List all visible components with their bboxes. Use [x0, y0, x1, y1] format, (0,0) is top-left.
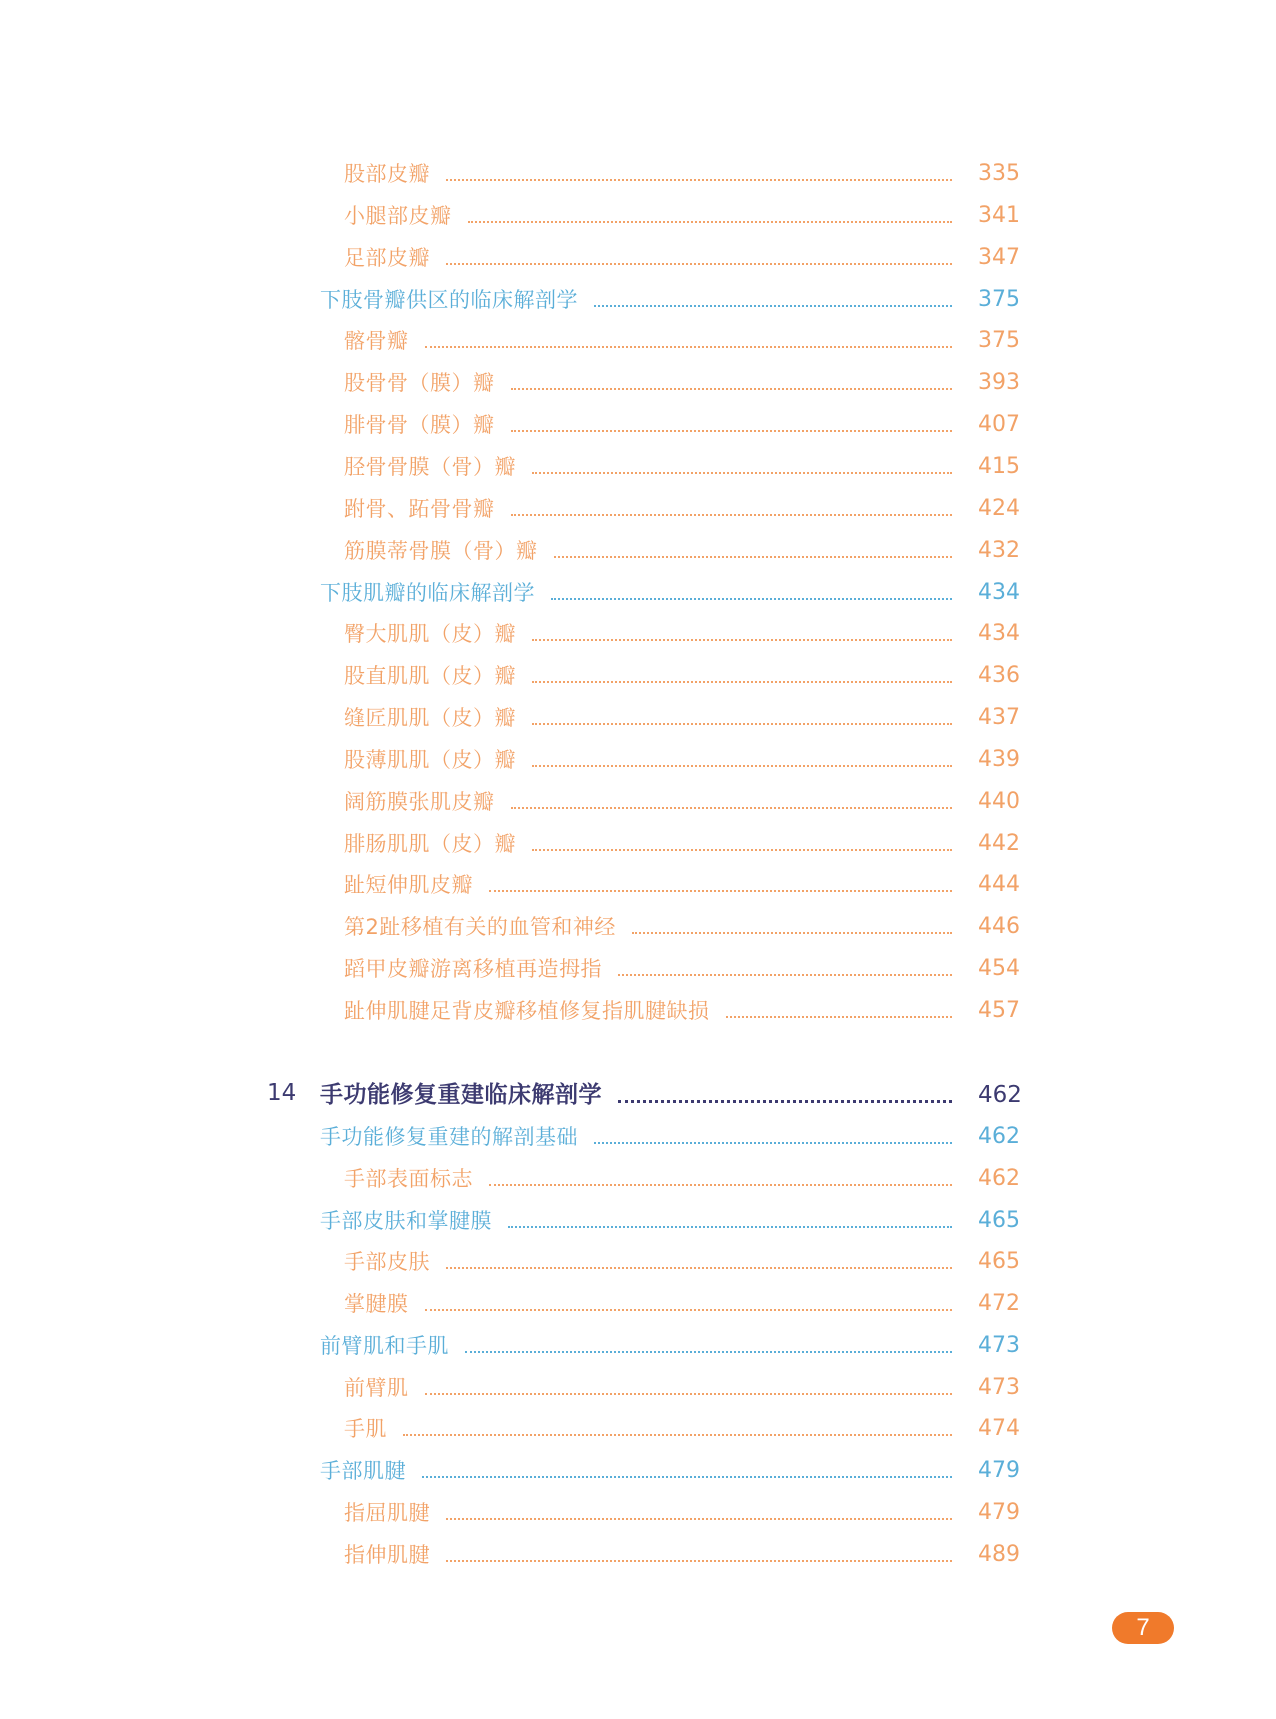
toc-entry-page: 473 — [978, 1375, 1020, 1400]
toc-entry-page: 465 — [978, 1208, 1020, 1233]
toc-entry-title: 趾短伸肌皮瓣 — [344, 873, 473, 897]
toc-entry-page: 440 — [978, 789, 1020, 814]
toc-entry[interactable] — [0, 197, 1276, 237]
chapter-number: 14 — [267, 1080, 297, 1106]
toc-entry[interactable] — [0, 615, 1276, 655]
toc-entry-title: 股骨骨（膜）瓣 — [344, 371, 495, 395]
toc-entry-title: 手肌 — [344, 1417, 387, 1441]
toc-entry-page: 434 — [978, 621, 1020, 646]
toc-entry-page: 474 — [978, 1416, 1020, 1441]
toc-entry-page: 472 — [978, 1291, 1020, 1316]
dot-leader — [511, 388, 952, 390]
toc-entry[interactable] — [0, 1410, 1276, 1450]
dot-leader — [508, 1226, 952, 1228]
toc-entry-page: 347 — [978, 245, 1020, 270]
toc-entry[interactable] — [0, 908, 1276, 948]
dot-leader — [425, 1309, 952, 1311]
dot-leader — [446, 1267, 952, 1269]
toc-entry[interactable] — [0, 1202, 1276, 1242]
dot-leader — [532, 681, 952, 683]
toc-entry-title: 阔筋膜张肌皮瓣 — [344, 790, 495, 814]
toc-entry-page: 489 — [978, 1542, 1020, 1567]
toc-entry[interactable] — [0, 992, 1276, 1032]
toc-entry-title: 髂骨瓣 — [344, 329, 409, 353]
toc-entry-page: 436 — [978, 663, 1020, 688]
dot-leader — [554, 556, 952, 558]
toc-entry[interactable] — [0, 490, 1276, 530]
toc-entry-title: 臀大肌肌（皮）瓣 — [344, 622, 516, 646]
dot-leader — [511, 807, 952, 809]
toc-entry-title: 下肢肌瓣的临床解剖学 — [320, 581, 535, 605]
toc-entry-title: 手功能修复重建的解剖基础 — [320, 1125, 578, 1149]
toc-entry[interactable] — [0, 1118, 1276, 1158]
dot-leader — [489, 890, 952, 892]
toc-entry-page: 375 — [978, 328, 1020, 353]
toc-entry-page: 424 — [978, 496, 1020, 521]
toc-entry[interactable] — [0, 1494, 1276, 1534]
dot-leader — [468, 221, 952, 223]
toc-entry-title: 前臂肌 — [344, 1376, 409, 1400]
toc-entry-title: 手部皮肤和掌腱膜 — [320, 1209, 492, 1233]
dot-leader — [446, 1560, 952, 1562]
toc-entry-title: 第2趾移植有关的血管和神经 — [344, 915, 616, 939]
dot-leader — [726, 1016, 952, 1018]
toc-entry-title: 股部皮瓣 — [344, 162, 430, 186]
toc-entry[interactable] — [0, 281, 1276, 321]
toc-entry-title: 跗骨、跖骨骨瓣 — [344, 497, 495, 521]
toc-entry-title: 蹈甲皮瓣游离移植再造拇指 — [344, 957, 602, 981]
toc-entry-title: 腓肠肌肌（皮）瓣 — [344, 832, 516, 856]
toc-entry-title: 手部皮肤 — [344, 1250, 430, 1274]
toc-entry[interactable] — [0, 1536, 1276, 1576]
toc-entry-title: 股直肌肌（皮）瓣 — [344, 664, 516, 688]
dot-leader — [532, 849, 952, 851]
dot-leader — [446, 1518, 952, 1520]
page-number-badge: 7 — [1112, 1612, 1174, 1644]
toc-entry[interactable] — [0, 239, 1276, 279]
dot-leader — [465, 1351, 952, 1353]
dot-leader — [532, 639, 952, 641]
toc-entry[interactable] — [0, 783, 1276, 823]
toc-entry[interactable] — [0, 825, 1276, 865]
toc-entry[interactable] — [0, 950, 1276, 990]
dot-leader — [511, 514, 952, 516]
dot-leader — [632, 932, 952, 934]
toc-entry-title: 趾伸肌腱足背皮瓣移植修复指肌腱缺损 — [344, 999, 710, 1023]
toc-entry-page: 434 — [978, 580, 1020, 605]
toc-entry-page: 407 — [978, 412, 1020, 437]
toc-entry-page: 462 — [978, 1124, 1020, 1149]
toc-entry-title: 足部皮瓣 — [344, 246, 430, 270]
dot-leader — [489, 1184, 952, 1186]
toc-entry[interactable] — [0, 741, 1276, 781]
toc-entry-title: 手部肌腱 — [320, 1459, 406, 1483]
toc-entry-title: 指屈肌腱 — [344, 1501, 430, 1525]
toc-entry-page: 437 — [978, 705, 1020, 730]
toc-entry-page: 393 — [978, 370, 1020, 395]
toc-entry[interactable] — [0, 1076, 1276, 1116]
toc-entry[interactable] — [0, 155, 1276, 195]
dot-leader — [446, 263, 952, 265]
toc-entry-page: 446 — [978, 914, 1020, 939]
toc-entry-page: 444 — [978, 872, 1020, 897]
dot-leader — [532, 472, 952, 474]
toc-entry[interactable] — [0, 322, 1276, 362]
toc-entry-page: 335 — [978, 161, 1020, 186]
toc-entry-title: 前臂肌和手肌 — [320, 1334, 449, 1358]
toc-entry[interactable] — [0, 1369, 1276, 1409]
toc-entry[interactable] — [0, 1452, 1276, 1492]
toc-entry[interactable] — [0, 574, 1276, 614]
toc-entry-page: 341 — [978, 203, 1020, 228]
toc-entry-page: 473 — [978, 1333, 1020, 1358]
dot-leader — [422, 1476, 952, 1478]
dot-leader — [403, 1434, 952, 1436]
toc-entry[interactable] — [0, 1160, 1276, 1200]
toc-entry-title: 掌腱膜 — [344, 1292, 409, 1316]
toc-entry-page: 439 — [978, 747, 1020, 772]
toc-entry-page: 375 — [978, 287, 1020, 312]
toc-entry[interactable] — [0, 448, 1276, 488]
dot-leader — [425, 346, 952, 348]
toc-entry-page: 457 — [978, 998, 1020, 1023]
toc-entry-title: 手部表面标志 — [344, 1167, 473, 1191]
toc-entry-page: 462 — [978, 1166, 1020, 1191]
toc-entry[interactable] — [0, 1243, 1276, 1283]
toc-entry-page: 442 — [978, 831, 1020, 856]
toc-entry[interactable] — [0, 532, 1276, 572]
toc-entry-page: 462 — [978, 1082, 1022, 1108]
toc-entry[interactable] — [0, 1285, 1276, 1325]
toc-entry[interactable] — [0, 406, 1276, 446]
dot-leader — [618, 974, 952, 976]
toc-entry[interactable] — [0, 657, 1276, 697]
toc-entry-page: 465 — [978, 1249, 1020, 1274]
toc-entry-title: 胫骨骨膜（骨）瓣 — [344, 455, 516, 479]
dot-leader — [532, 765, 952, 767]
toc-entry-page: 479 — [978, 1500, 1020, 1525]
dot-leader — [511, 430, 952, 432]
toc-entry-title: 指伸肌腱 — [344, 1543, 430, 1567]
toc-entry-page: 479 — [978, 1458, 1020, 1483]
toc-entry-title: 小腿部皮瓣 — [344, 204, 452, 228]
toc-entry-page: 415 — [978, 454, 1020, 479]
toc-entry-title: 缝匠肌肌（皮）瓣 — [344, 706, 516, 730]
toc-entry-title: 腓骨骨（膜）瓣 — [344, 413, 495, 437]
toc-entry[interactable] — [0, 866, 1276, 906]
toc-entry[interactable] — [0, 364, 1276, 404]
dot-leader — [594, 1142, 952, 1144]
dot-leader — [532, 723, 952, 725]
dot-leader — [618, 1100, 952, 1103]
dot-leader — [551, 598, 952, 600]
dot-leader — [446, 179, 952, 181]
toc-entry[interactable] — [0, 1327, 1276, 1367]
toc-entry[interactable] — [0, 699, 1276, 739]
toc-entry-title: 筋膜蒂骨膜（骨）瓣 — [344, 539, 538, 563]
toc-entry-title: 股薄肌肌（皮）瓣 — [344, 748, 516, 772]
dot-leader — [594, 305, 952, 307]
toc-entry-title: 手功能修复重建临床解剖学 — [320, 1082, 602, 1108]
toc-entry-title: 下肢骨瓣供区的临床解剖学 — [320, 288, 578, 312]
dot-leader — [425, 1393, 952, 1395]
toc-entry-page: 454 — [978, 956, 1020, 981]
toc-entry-page: 432 — [978, 538, 1020, 563]
